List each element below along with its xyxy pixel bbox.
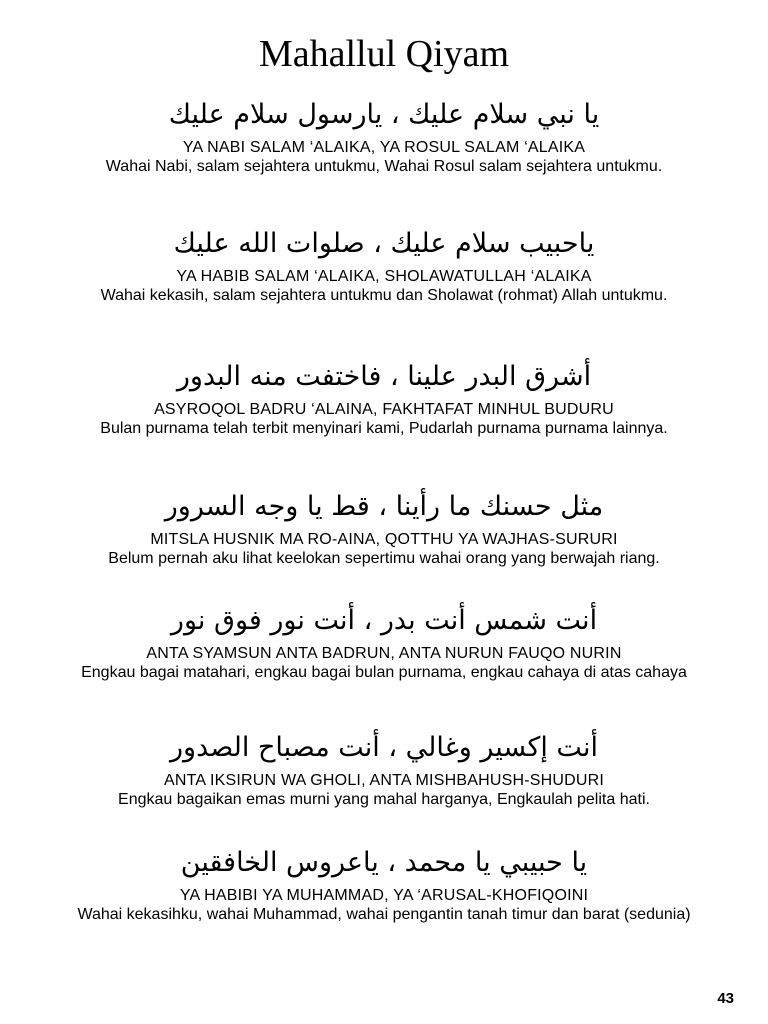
verse-2 <box>24 223 744 305</box>
verse-3 <box>24 356 744 438</box>
verse-meaning: Engkau bagai matahari, engkau bagai bulan purnama, engkau cahaya di atas cahaya <box>81 664 687 681</box>
verse-7 <box>24 842 744 924</box>
page-number: 43 <box>717 990 734 1007</box>
verse-meaning: Wahai kekasihku, wahai Muhammad, wahai pengantin tanah timur dan barat (sedunia) <box>77 906 691 923</box>
verse-meaning: Engkau bagaikan emas murni yang mahal harganya, Engkaulah pelita hati. <box>118 791 650 808</box>
verse-transliteration: YA HABIB SALAM ‘ALAIKA, SHOLAWATULLAH ‘ALAIKA <box>176 268 592 285</box>
verse-meaning: Wahai kekasih, salam sejahtera untukmu dan Sholawat (rohmat) Allah untukmu. <box>100 287 668 304</box>
verse-arabic: أشرق البدر علينا ، فاختفت منه البدور <box>176 361 592 392</box>
verse-transliteration: YA NABI SALAM ‘ALAIKA, YA ROSUL SALAM ‘ALAIKA <box>182 139 586 156</box>
verse-transliteration: ASYROQOL BADRU ‘ALAINA, FAKHTAFAT MINHUL BUDURU <box>154 401 614 418</box>
verse-6 <box>24 727 744 809</box>
verse-transliteration: ANTA IKSIRUN WA GHOLI, ANTA MISHBAHUSH-SHUDURI <box>163 772 605 789</box>
verse-arabic: مثل حسنك ما رأينا ، قط يا وجه السرور <box>164 491 604 522</box>
verse-arabic: يا حبيبي يا محمد ، ياعروس الخافقين <box>180 847 588 878</box>
verse-1 <box>24 94 744 176</box>
verse-arabic: يا نبي سلام عليك ، يارسول سلام عليك <box>168 99 600 130</box>
verse-transliteration: ANTA SYAMSUN ANTA BADRUN, ANTA NURUN FAUQO NURIN <box>146 645 622 662</box>
verse-transliteration: MITSLA HUSNIK MA RO-AINA, QOTTHU YA WAJHAS-SURURI <box>150 531 618 548</box>
verse-arabic: أنت شمس أنت بدر ، أنت نور فوق نور <box>170 605 598 636</box>
verse-arabic: أنت إكسير وغالي ، أنت مصباح الصدور <box>170 732 598 763</box>
verse-meaning: Bulan purnama telah terbit menyinari kami, Pudarlah purnama purnama lainnya. <box>100 420 668 437</box>
verse-meaning: Belum pernah aku lihat keelokan sepertimu wahai orang yang berwajah riang. <box>108 550 660 567</box>
verse-arabic: ياحبيب سلام عليك ، صلوات الله عليك <box>173 228 595 259</box>
verse-4 <box>24 486 744 568</box>
verse-5 <box>24 600 744 682</box>
verse-transliteration: YA HABIBI YA MUHAMMAD, YA ‘ARUSAL-KHOFIQOINI <box>179 887 589 904</box>
page-title: Mahallul Qiyam <box>258 33 510 75</box>
verse-meaning: Wahai Nabi, salam sejahtera untukmu, Wahai Rosul salam sejahtera untukmu. <box>105 158 663 175</box>
